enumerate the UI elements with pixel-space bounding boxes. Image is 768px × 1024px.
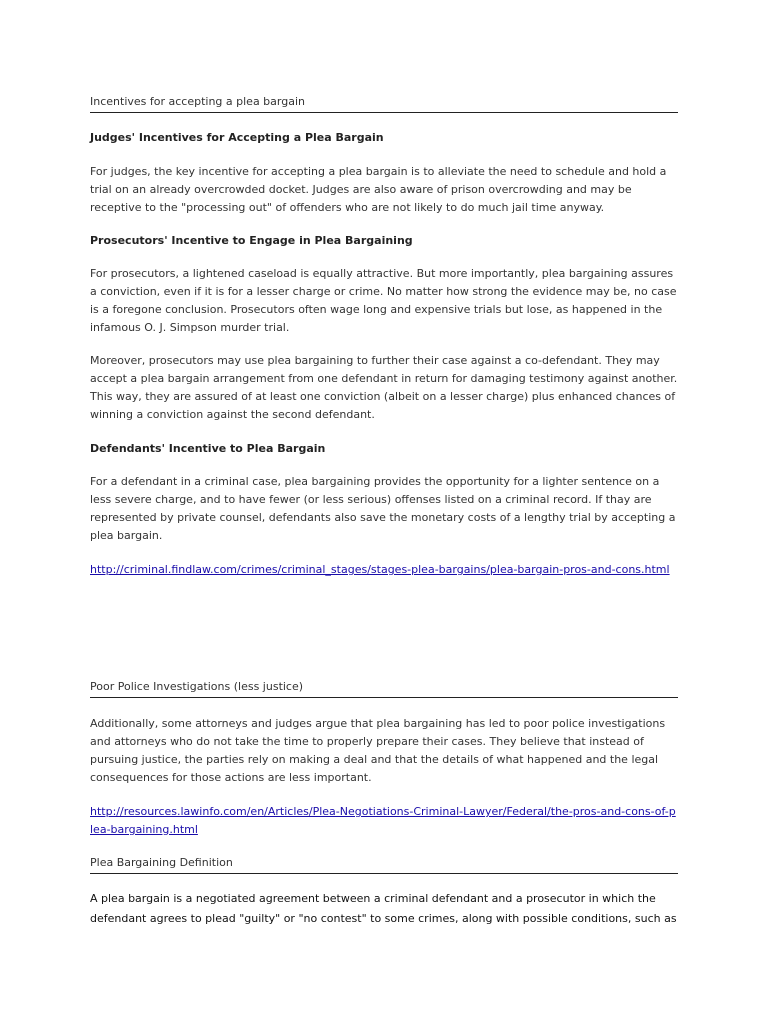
definition-paragraph: A plea bargain is a negotiated agreement between a criminal defendant and a prosecutor in which the defendant agrees to plead "guilty" or "no contest" to some crimes, along with possible conditions, such as <box>90 892 677 925</box>
section-divider <box>90 697 678 698</box>
section-heading-poor-police: Poor Police Investigations (less justice) <box>90 680 304 693</box>
lawinfo-source-link[interactable]: http://resources.lawinfo.com/en/Articles/Plea-Negotiations-Criminal-Lawyer/Federal/the-pros-and-cons-of-plea-bargaining.html <box>90 805 676 836</box>
prosecutors-subheading: Prosecutors' Incentive to Engage in Plea Bargaining <box>90 234 413 247</box>
section-divider <box>90 873 678 874</box>
judges-subheading: Judges' Incentives for Accepting a Plea Bargain <box>90 131 384 144</box>
section-heading-incentives: Incentives for accepting a plea bargain <box>90 95 305 108</box>
judges-paragraph: For judges, the key incentive for accepting a plea bargain is to alleviate the need to schedule and hold a trial on an already overcrowded docket. Judges are also aware of prison overcrowding and may be receptive to the "processing out" of offenders who are not likely to do much jail time anyway. <box>90 165 667 214</box>
section-heading-definition: Plea Bargaining Definition <box>90 856 233 869</box>
prosecutors-paragraph-1: For prosecutors, a lightened caseload is equally attractive. But more importantly, plea bargaining assures a conviction, even if it is for a lesser charge or crime. No matter how strong the evidence may be, no case is a foregone conclusion. Prosecutors often wage long and expensive trials but lose, as happened in the infamous O. J. Simpson murder trial. <box>90 267 677 334</box>
findlaw-source-link[interactable]: http://criminal.findlaw.com/crimes/criminal_stages/stages-plea-bargains/plea-bargain-pros-and-cons.html <box>90 563 670 576</box>
prosecutors-paragraph-2: Moreover, prosecutors may use plea bargaining to further their case against a co-defendant. They may accept a plea bargain arrangement from one defendant in return for damaging testimony against another. This way, they are assured of at least one conviction (albeit on a lesser charge) plus enhanced chances of winning a conviction against the second defendant. <box>90 354 678 421</box>
defendants-subheading: Defendants' Incentive to Plea Bargain <box>90 442 326 455</box>
defendants-paragraph: For a defendant in a criminal case, plea bargaining provides the opportunity for a lighter sentence on a less severe charge, and to have fewer (or less serious) offenses listed on a criminal record. If thay are represented by private counsel, defendants also save the monetary costs of a lengthy trial by accepting a plea bargain. <box>90 475 676 542</box>
poor-police-paragraph: Additionally, some attorneys and judges argue that plea bargaining has led to poor police investigations and attorneys who do not take the time to properly prepare their cases. They believe that instead of pursuing justice, the parties rely on making a deal and that the details of what happened and the legal consequences for those actions are less important. <box>90 717 666 784</box>
section-divider <box>90 112 678 113</box>
